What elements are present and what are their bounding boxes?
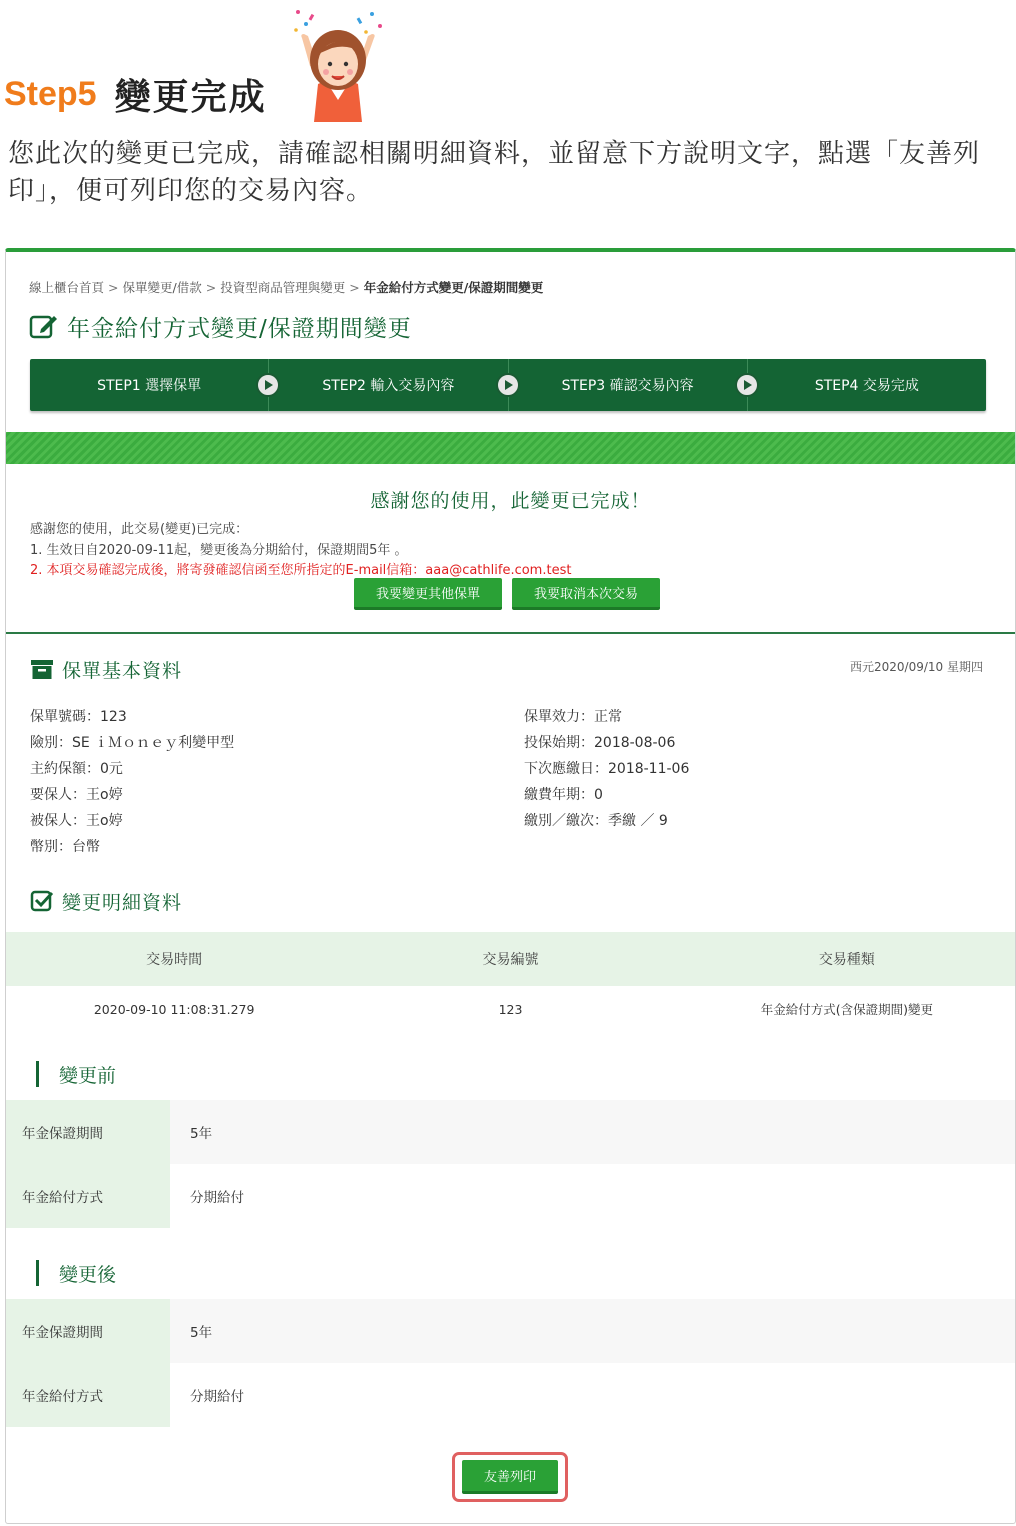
policy-info-title: 保單基本資料 — [62, 659, 183, 682]
policy-info-left — [30, 704, 234, 860]
intro-step-name: 變更完成 — [114, 76, 267, 118]
policy-product: 險別：SE ｉＭｏｎｅｙ利變甲型 — [30, 735, 235, 751]
checkbox-checked-icon — [30, 889, 54, 913]
print-button[interactable]: 友善列印 — [462, 1460, 558, 1494]
page-title — [29, 308, 412, 344]
policy-info-heading — [30, 654, 182, 684]
breadcrumb-link-policy-change[interactable]: 保單變更/借款 — [122, 280, 202, 295]
field-label: 年金保證期間 — [6, 1100, 170, 1164]
policy-status: 保單效力：正常 — [524, 709, 622, 725]
decorative-stripe-band — [6, 432, 1015, 464]
transaction-number: 123 — [498, 1001, 523, 1017]
policy-payment-years: 繳費年期：0 — [524, 787, 603, 803]
step-4-label: STEP4 交易完成 — [814, 378, 919, 394]
policy-payment-mode: 繳別／繳次：季繳 ／ 9 — [524, 813, 668, 829]
transaction-type: 年金給付方式(含保證期間)變更 — [760, 1002, 933, 1017]
completion-notice — [6, 464, 1015, 634]
policy-number: 保單號碼：123 — [30, 709, 127, 725]
celebrating-girl-illustration — [288, 4, 388, 122]
after-row-payment-method — [6, 1363, 1015, 1427]
field-value: 5年 — [170, 1299, 1015, 1363]
step-4 — [747, 359, 986, 411]
breadcrumb-current: 年金給付方式變更/保證期間變更 — [363, 280, 544, 295]
cancel-transaction-button[interactable]: 我要取消本次交易 — [512, 578, 660, 610]
policy-currency: 幣別：台幣 — [30, 839, 100, 855]
transaction-panel — [5, 248, 1016, 1524]
intro-step-number: Step5 — [4, 74, 97, 113]
change-detail-title: 變更明細資料 — [62, 891, 183, 914]
field-label: 年金保證期間 — [6, 1299, 170, 1363]
field-value: 5年 — [170, 1100, 1015, 1164]
step-2-label: STEP2 輸入交易內容 — [322, 378, 455, 394]
completion-title: 感謝您的使用，此變更已完成！ — [370, 490, 651, 512]
column-header-time: 交易時間 — [146, 952, 203, 968]
archive-box-icon — [30, 657, 54, 681]
completion-note-1: 1. 生效日自2020-09-11起，變更後為分期給付，保證期間5年 。 — [30, 543, 408, 558]
field-label: 年金給付方式 — [6, 1164, 170, 1228]
after-change-title: 變更後 — [59, 1263, 117, 1286]
step-1-label: STEP1 選擇保單 — [97, 378, 202, 394]
policy-next-due-date: 下次應繳日：2018-11-06 — [524, 761, 690, 777]
breadcrumb-link-investment[interactable]: 投資型商品管理與變更 — [220, 280, 346, 295]
after-row-guarantee-period — [6, 1299, 1015, 1363]
step-1 — [30, 359, 268, 411]
step-3 — [508, 359, 747, 411]
step-2 — [268, 359, 507, 411]
intro-heading — [4, 70, 267, 118]
page-title-text: 年金給付方式變更/保證期間變更 — [67, 315, 412, 342]
breadcrumb: 線上櫃台首頁 > 保單變更/借款 > 投資型商品管理與變更 > 年金給付方式變更/保證期間變更 — [29, 280, 544, 295]
before-change-title: 變更前 — [59, 1064, 117, 1087]
play-arrow-icon — [496, 373, 520, 397]
policy-applicant: 要保人：王o婷 — [30, 787, 123, 803]
policy-insured: 被保人：王o婷 — [30, 813, 123, 829]
table-row — [6, 986, 1015, 1032]
column-header-type: 交易種類 — [818, 952, 875, 968]
column-header-number: 交易編號 — [482, 952, 539, 968]
policy-info-right — [524, 704, 689, 834]
change-detail-heading — [30, 886, 182, 916]
field-value: 分期給付 — [170, 1164, 1015, 1228]
change-other-policy-button[interactable]: 我要變更其他保單 — [354, 578, 502, 610]
policy-sum-insured: 主約保額：0元 — [30, 761, 123, 777]
current-date: 西元2020/09/10 星期四 — [850, 660, 983, 674]
after-change-heading — [36, 1259, 116, 1287]
play-arrow-icon — [735, 373, 759, 397]
before-change-heading — [36, 1060, 116, 1088]
intro-description: 您此次的變更已完成，請確認相關明細資料，並留意下方說明文字，點選「友善列印」，便可列印您的交易內容。 — [8, 139, 981, 206]
progress-steps — [30, 359, 986, 411]
print-button-highlight — [452, 1452, 568, 1502]
completion-note-2: 2. 本項交易確認完成後，將寄發確認信函至您所指定的E-mail信箱：aaa@cathlife.com.test — [30, 563, 572, 578]
policy-start-date: 投保始期：2018-08-06 — [524, 735, 676, 751]
step-3-label: STEP3 確認交易內容 — [561, 378, 694, 394]
edit-icon — [29, 311, 59, 341]
breadcrumb-link-home[interactable]: 線上櫃台首頁 — [29, 280, 105, 295]
before-row-guarantee-period — [6, 1100, 1015, 1164]
transaction-table-header — [6, 932, 1015, 986]
transaction-time: 2020-09-10 11:08:31.279 — [93, 1001, 255, 1017]
before-row-payment-method — [6, 1164, 1015, 1228]
field-label: 年金給付方式 — [6, 1363, 170, 1427]
completion-message: 感謝您的使用，此交易(變更)已完成： — [30, 522, 249, 537]
field-value: 分期給付 — [170, 1363, 1015, 1427]
completion-actions — [354, 578, 660, 610]
